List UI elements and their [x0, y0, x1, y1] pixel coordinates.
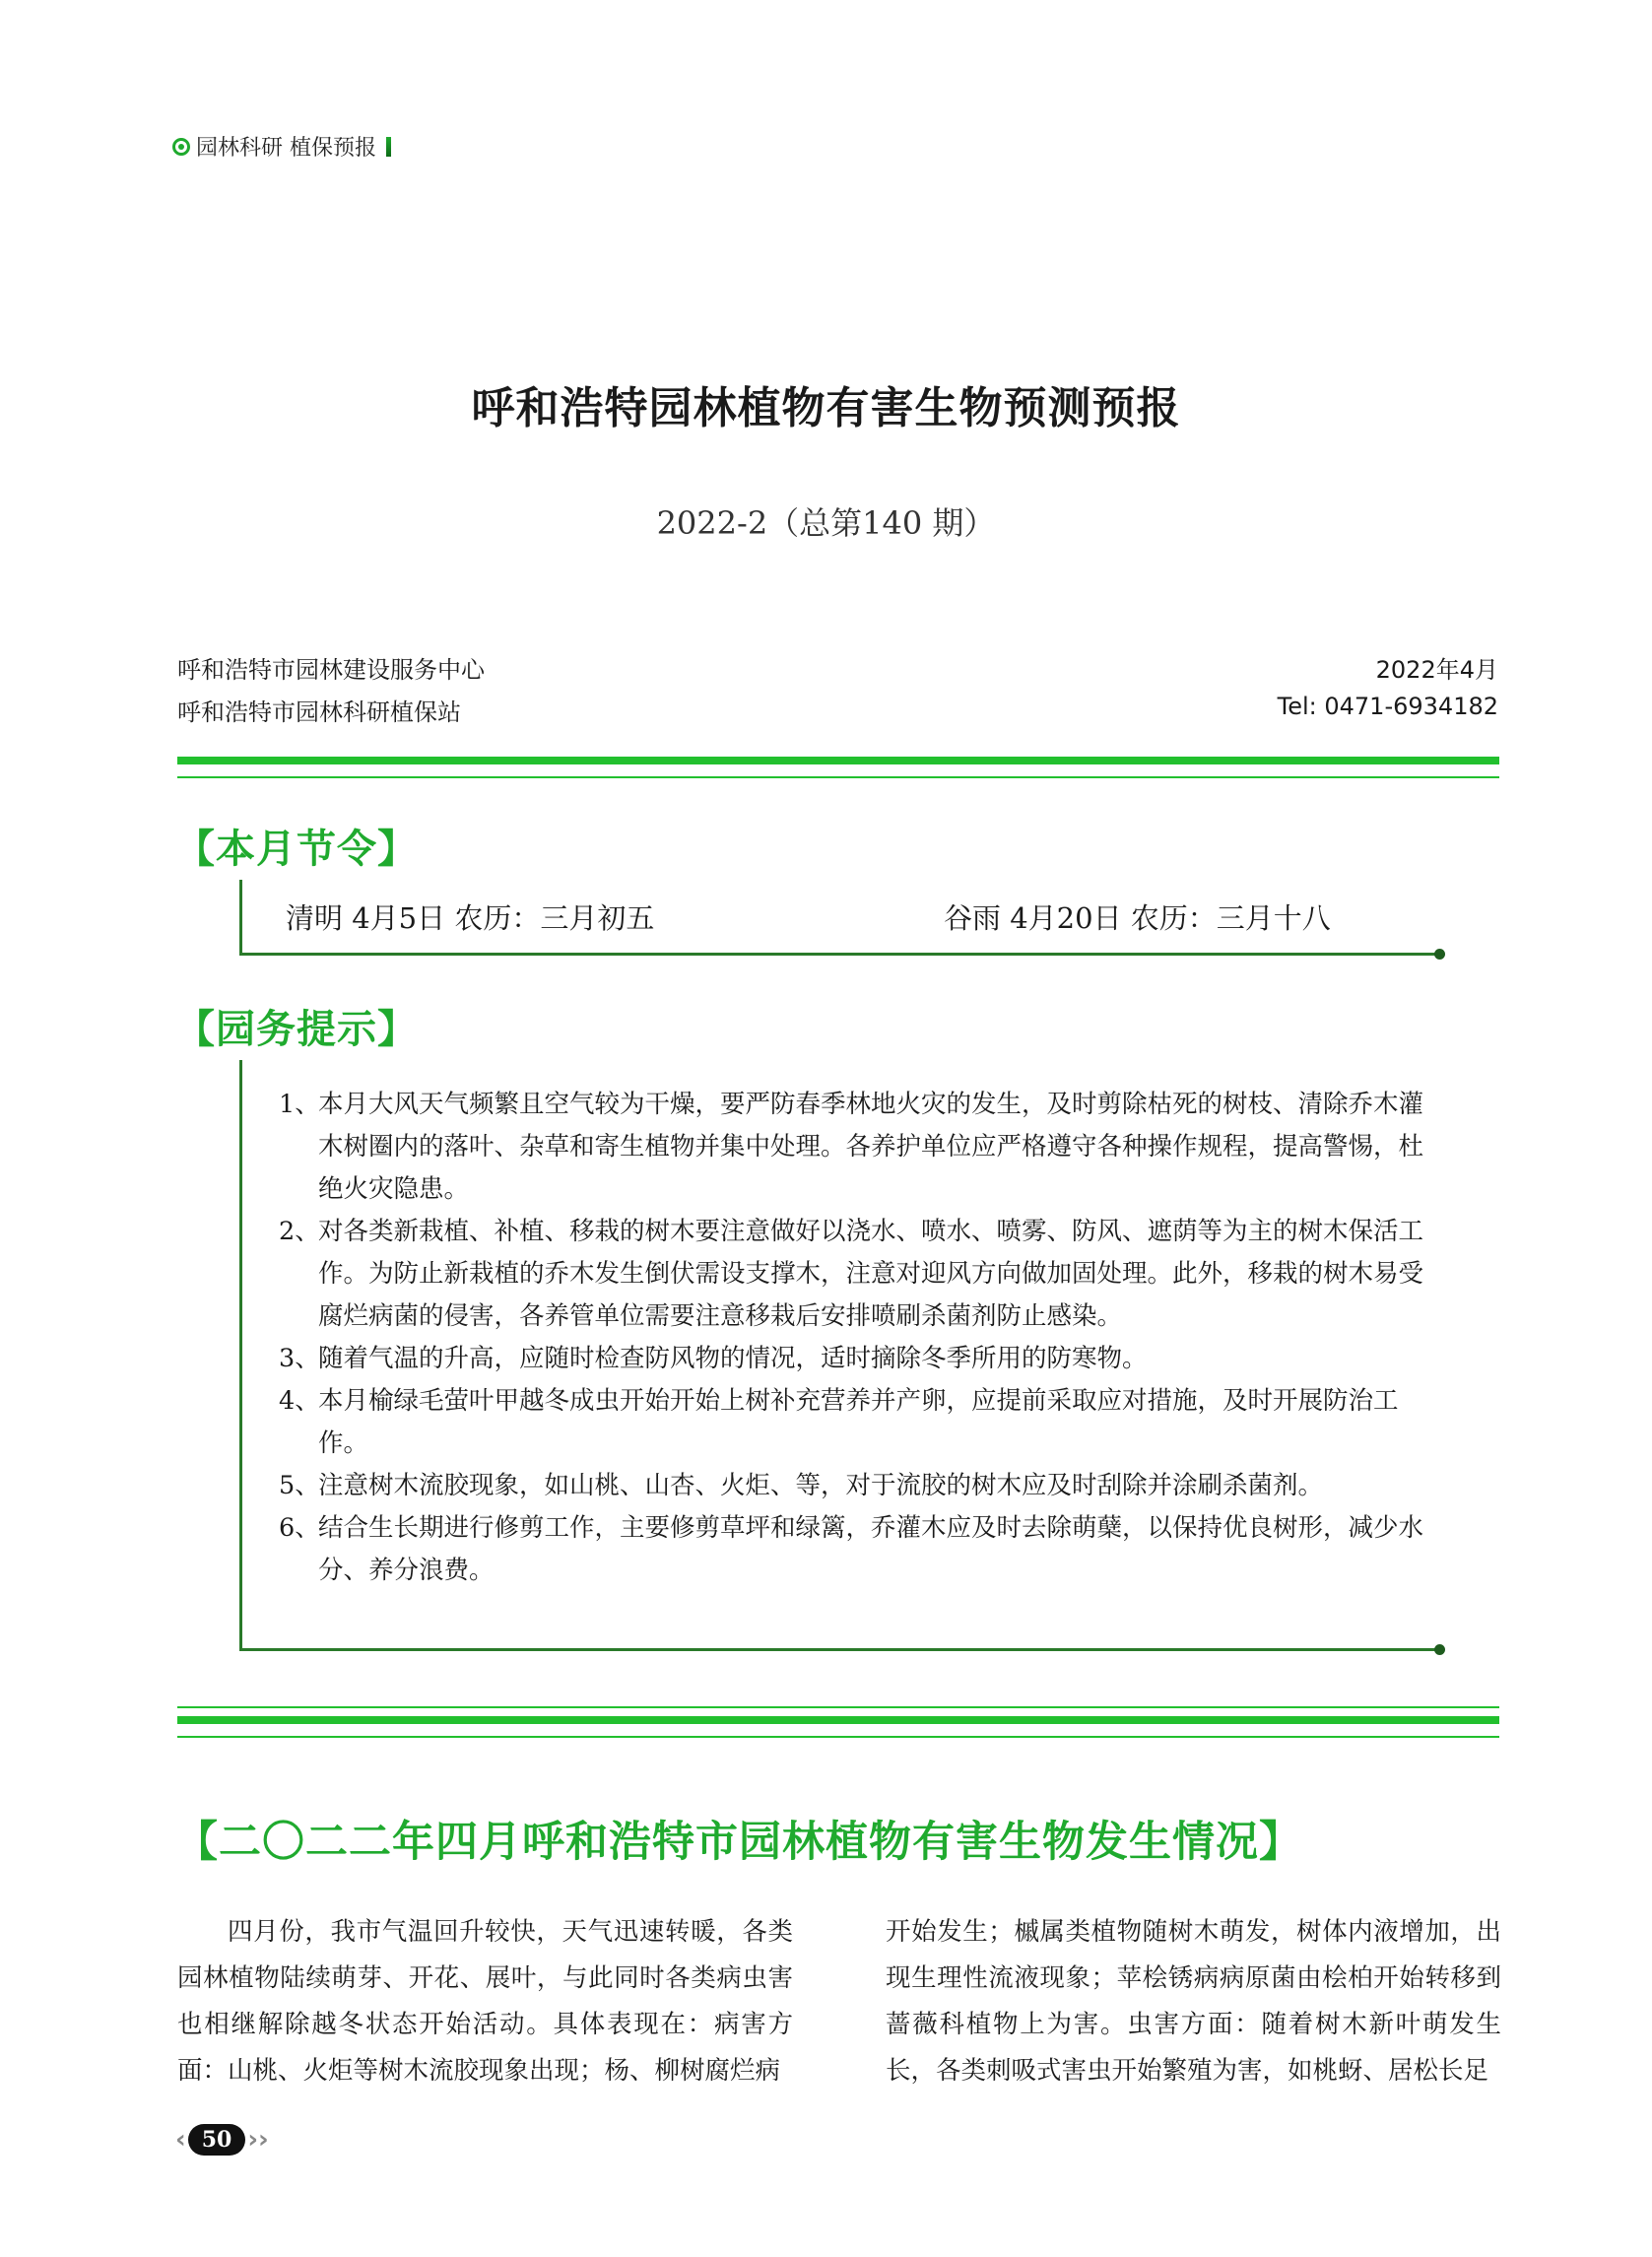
report-paragraph: 四月份，我市气温回升较快，天气迅速转暖，各类园林植物陆续萌芽、开花、展叶，与此同时各类病虫害也相继解除越冬状态开始活动。具体表现在：病害方面：山桃、火炬等树木流胶现象出现；杨、柳树腐烂病	[177, 1917, 793, 2086]
frame-line-horizontal	[239, 953, 1439, 956]
report-paragraph: 开始发生；槭属类植物随树木萌发，树体内液增加，出现生理性流液现象；苹桧锈病病原菌由桧柏开始转移到蔷薇科植物上为害。虫害方面：随着树木新叶萌发生长，各类刺吸式害虫开始繁殖为害，如桃蚜、居松长足	[886, 1917, 1501, 2086]
list-item-text: 结合生长期进行修剪工作，主要修剪草坪和绿篱，乔灌木应及时去除萌蘖，以保持优良树形，减少水分、养分浪费。	[318, 1513, 1424, 1585]
list-item	[279, 1084, 1436, 1211]
solar-term-guyu: 谷雨 4月20日 农历：三月十八	[944, 901, 1331, 935]
report-body-left-column	[177, 1909, 793, 2094]
running-head-text: 园林科研 植保预报	[196, 136, 376, 161]
target-icon	[172, 138, 190, 156]
org-name-2: 呼和浩特市园林科研植保站	[177, 698, 461, 726]
list-item-number: 2、	[279, 1217, 320, 1246]
running-head	[172, 131, 391, 162]
garden-tips-list	[279, 1084, 1436, 1592]
list-item	[279, 1338, 1436, 1380]
solar-term-qingming: 清明 4月5日 农历：三月初五	[286, 901, 655, 935]
running-head-bar	[386, 137, 391, 157]
frame-end-dot	[1434, 1644, 1445, 1655]
org-name-1: 呼和浩特市园林建设服务中心	[177, 656, 485, 684]
divider-thin	[177, 1706, 1499, 1708]
section-heading-garden-tips: 【园务提示】	[175, 1007, 418, 1052]
list-item-number: 5、	[279, 1471, 320, 1500]
list-item-number: 4、	[279, 1386, 320, 1416]
list-item-number: 3、	[279, 1344, 320, 1373]
chevron-right-icon: ››	[247, 2125, 269, 2155]
chevron-left-icon: ‹	[175, 2125, 186, 2155]
list-item	[279, 1211, 1436, 1338]
divider-thin	[177, 776, 1499, 778]
list-item-text: 注意树木流胶现象，如山桃、山杏、火炬、等，对于流胶的树木应及时刮除并涂刷杀菌剂。	[318, 1471, 1324, 1500]
divider-thick	[177, 1716, 1499, 1724]
list-item-text: 对各类新栽植、补植、移栽的树木要注意做好以浇水、喷水、喷雾、防风、遮荫等为主的树木保活工作。为防止新栽植的乔木发生倒伏需设支撑木，注意对迎风方向做加固处理。此外，移栽的树木易受腐烂病菌的侵害，各养管单位需要注意移栽后安排喷刷杀菌剂防止感染。	[318, 1217, 1424, 1331]
issue-number: 2022-2（总第140 期）	[656, 504, 996, 542]
report-body-right-column	[886, 1909, 1501, 2094]
report-heading: 【二〇二二年四月呼和浩特市园林植物有害生物发生情况】	[175, 1818, 1302, 1867]
list-item	[279, 1465, 1436, 1507]
list-item-text: 本月榆绿毛萤叶甲越冬成虫开始开始上树补充营养并产卵，应提前采取应对措施，及时开展防治工作。	[318, 1386, 1399, 1458]
frame-line-vertical	[239, 880, 242, 956]
divider-thick	[177, 757, 1499, 764]
section-heading-solar-terms: 【本月节令】	[175, 827, 418, 872]
list-item-text: 随着气温的升高，应随时检查防风物的情况，适时摘除冬季所用的防寒物。	[318, 1344, 1148, 1373]
frame-line-horizontal	[239, 1648, 1439, 1651]
frame-end-dot	[1434, 949, 1445, 960]
list-item-number: 6、	[279, 1513, 320, 1543]
telephone: Tel: 0471-6934182	[1277, 693, 1498, 720]
publish-date: 2022年4月	[1375, 656, 1498, 684]
list-item	[279, 1380, 1436, 1465]
list-item-number: 1、	[279, 1090, 320, 1119]
frame-line-vertical	[239, 1060, 242, 1651]
page-title: 呼和浩特园林植物有害生物预测预报	[471, 383, 1181, 433]
list-item	[279, 1507, 1436, 1592]
divider-thin	[177, 1736, 1499, 1738]
page-number: 50	[188, 2124, 246, 2156]
page-number-badge	[175, 2124, 269, 2156]
list-item-text: 本月大风天气频繁且空气较为干燥，要严防春季林地火灾的发生，及时剪除枯死的树枝、清除乔木灌木树圈内的落叶、杂草和寄生植物并集中处理。各养护单位应严格遵守各种操作规程，提高警惕，杜绝火灾隐患。	[318, 1090, 1424, 1204]
